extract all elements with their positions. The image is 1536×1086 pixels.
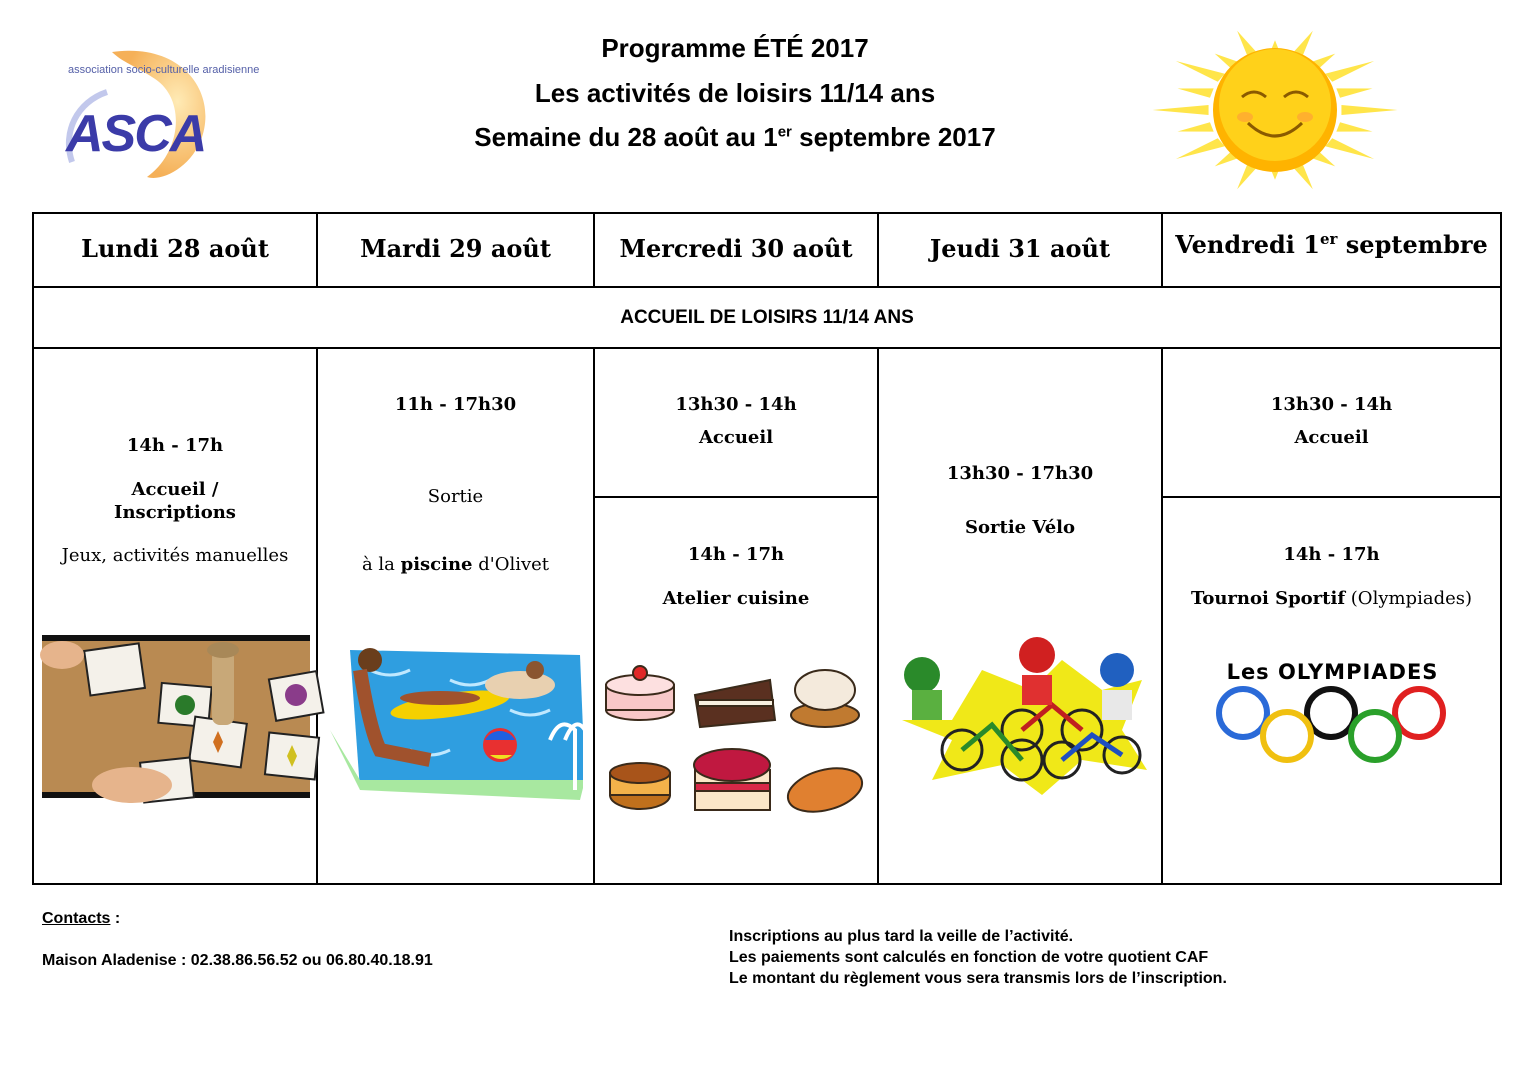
week-range-pre: Semaine du 28 août au 1 [474, 122, 778, 152]
page-title: Programme ÉTÉ 2017 [601, 33, 869, 63]
day-header-friday [1163, 230, 1500, 259]
table-bottom-border [32, 883, 1502, 885]
sun-ray [1178, 122, 1214, 131]
friday-act-2-bold: Tournoi Sportif [1190, 588, 1346, 609]
wednesday-time-2: 14h - 17h [687, 544, 785, 565]
table-right-border [1500, 212, 1502, 885]
tuesday-time: 11h - 17h30 [394, 394, 517, 415]
olympic-rings-icon [1195, 688, 1470, 763]
week-range-post: septembre 2017 [791, 122, 996, 152]
wednesday-pastries-image [600, 655, 868, 835]
contacts-label [42, 910, 120, 928]
monday-title-2: Inscriptions [114, 502, 236, 523]
sun-ray [1325, 61, 1374, 82]
table-top-border [32, 212, 1502, 214]
thursday-time: 13h30 - 17h30 [946, 463, 1094, 484]
sun-ray [1336, 122, 1372, 131]
sun-icon [1150, 25, 1400, 195]
wednesday-time-1: 13h30 - 14h [675, 394, 797, 415]
table-header-border [32, 286, 1502, 288]
sun-ray [1176, 138, 1225, 159]
page-subtitle: Les activités de loisirs 11/14 ans [534, 78, 936, 108]
friday-label-post: septembre [1337, 230, 1488, 259]
friday-act-1: Accueil [1294, 427, 1369, 448]
thursday-act: Sortie Vélo [965, 517, 1075, 538]
monday-title: Accueil / [131, 479, 219, 500]
sun-ray [1341, 105, 1397, 115]
day-header-thursday: Jeudi 31 août [929, 234, 1111, 263]
col-divider-3b [877, 347, 879, 885]
note-3: Le montant du règlement vous sera transmis lors de l’inscription. [729, 970, 1227, 987]
week-range-sup: er [777, 123, 792, 141]
friday-olympiades-image [1195, 660, 1470, 765]
note-2: Les paiements sont calculés en fonction de votre quotient CAF [729, 949, 1209, 966]
monday-games-image [42, 635, 310, 798]
logo-arc-text: association socio-culturelle aradisienne [68, 64, 260, 76]
tuesday-desc-1: Sortie [427, 486, 484, 507]
tuesday-desc-2-pre: à la [361, 554, 401, 575]
friday-time-2: 14h - 17h [1283, 544, 1380, 565]
friday-act-2-post: (Olympiades) [1345, 588, 1473, 609]
note-1: Inscriptions au plus tard la veille de l’activité. [729, 928, 1074, 945]
friday-label-pre: Vendredi 1 [1175, 230, 1320, 259]
day-header-tuesday: Mardi 29 août [360, 234, 551, 263]
tuesday-desc-2-bold: piscine [400, 554, 473, 575]
thursday-bikes-image [892, 630, 1152, 800]
olympiades-logo-text: Les OLYMPIADES [1226, 660, 1439, 684]
friday-act-2 [1163, 588, 1500, 609]
friday-label-sup: er [1319, 230, 1338, 248]
wednesday-act-2: Atelier cuisine [662, 588, 810, 609]
friday-split [1161, 496, 1502, 498]
monday-time: 14h - 17h [126, 435, 224, 456]
wednesday-act-1: Accueil [698, 427, 774, 448]
sun-ray [1153, 105, 1209, 115]
section-banner: ACCUEIL DE LOISIRS 11/14 ANS [620, 307, 914, 328]
day-header-wednesday: Mercredi 30 août [619, 234, 853, 263]
logo-text: ASCA [66, 105, 206, 163]
tuesday-pool-image [330, 630, 588, 805]
sun-ray [1325, 138, 1374, 159]
friday-time-1: 13h30 - 14h [1270, 394, 1393, 415]
col-divider-1b [316, 347, 318, 885]
contacts-suffix: : [110, 910, 121, 927]
contacts-line: Maison Aladenise : 02.38.86.56.52 ou 06.80.40.18.91 [42, 952, 433, 969]
tuesday-desc-2 [318, 554, 593, 575]
sun-ray [1336, 88, 1372, 97]
contacts-title: Contacts [42, 910, 111, 927]
wednesday-split [593, 496, 879, 498]
sun-ray [1178, 88, 1214, 97]
tuesday-desc-2-post: d'Olivet [472, 554, 550, 575]
day-header-monday: Lundi 28 août [81, 234, 269, 263]
table-banner-border [32, 347, 1502, 349]
sun-ray [1176, 61, 1225, 82]
asca-logo [52, 42, 260, 192]
monday-desc: Jeux, activités manuelles [61, 545, 289, 566]
